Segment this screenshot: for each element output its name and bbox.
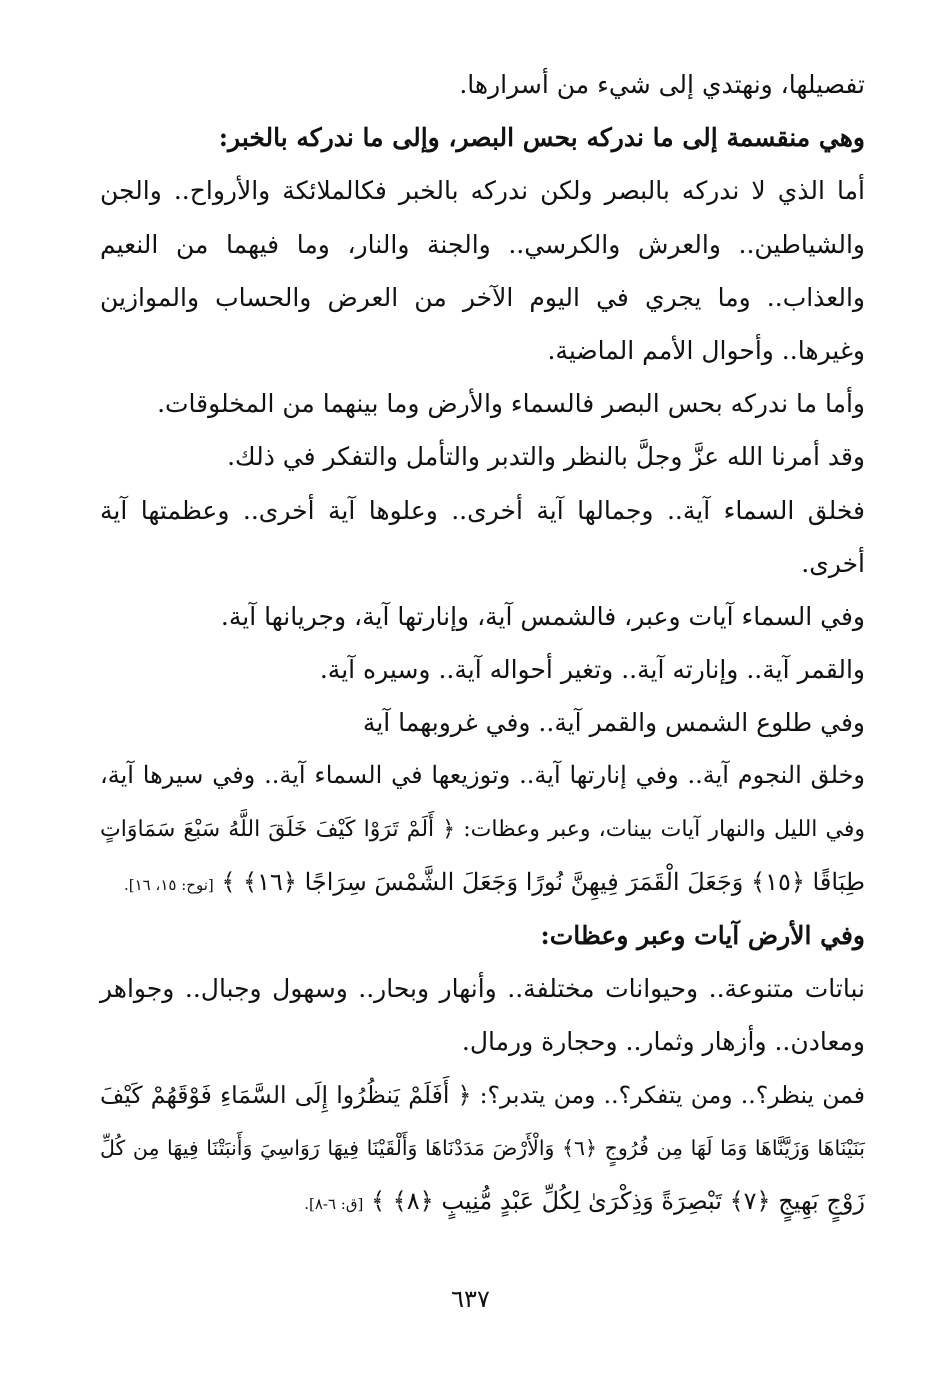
text-line: والقمر آية.. وإنارته آية.. وتغير أحواله آية.. وسيره آية. xyxy=(319,655,865,685)
text-line: والعذاب.. وما يجري في اليوم الآخر من العرض والحساب والموازين xyxy=(100,282,865,312)
quran-verse-text: زَوْجٍ بَهِيجٍ ﴿٧﴾ تَبْصِرَةً وَذِكْرَىٰ لِكُلِّ عَبْدٍ مُّنِيبٍ ﴿٨﴾ ﴾ xyxy=(370,1186,865,1215)
text-line: وخلق النجوم آية.. وفي إنارتها آية.. وتوزيعها في السماء آية.. وفي سيرها آية، xyxy=(100,761,865,790)
text-line: تفصيلها، ونهتدي إلى شيء من أسرارها. xyxy=(459,70,865,99)
text-line: أما الذي لا ندركه بالبصر ولكن ندركه بالخبر فكالملائكة والأرواح.. والجن xyxy=(100,176,865,206)
section-heading: وهي منقسمة إلى ما ندركه بحس البصر، وإلى ما ندركه بالخبر: xyxy=(218,123,865,153)
text-line: أخرى. xyxy=(801,548,865,578)
quran-verse-line: فمن ينظر؟.. ومن يتفكر؟.. ومن يتدبر؟: ﴿ أَفَلَمْ يَنظُرُوا إِلَى السَّمَاءِ فَوْقَهُمْ كَيْفَ xyxy=(100,1080,865,1109)
text-line: وأما ما ندركه بحس البصر فالسماء والأرض وما بينهما من المخلوقات. xyxy=(157,389,865,419)
text-line: والشياطين.. والعرش والكرسي.. والجنة والنار، وما فيهما من النعيم xyxy=(100,229,865,259)
quran-verse-line: وفي الليل والنهار آيات بينات، وعبر وعظات: ﴿ أَلَمْ تَرَوْا كَيْفَ خَلَقَ اللَّهُ سَبْعَ سَمَاوَاتٍ xyxy=(100,816,865,842)
quran-verse-line: بَنَيْنَاهَا وَزَيَّنَّاهَا وَمَا لَهَا مِن فُرُوجٍ ﴿٦﴾ وَالْأَرْضَ مَدَدْنَاهَا وَأَلْقَيْنَا فِيهَا رَوَاسِيَ وَأَنبَتْنَا فِيهَا مِن كُلِّ xyxy=(100,1135,865,1160)
quran-verse-line xyxy=(100,1175,865,1228)
text-line: فخلق السماء آية.. وجمالها آية أخرى.. وعلوها آية أخرى.. وعظمتها آية xyxy=(100,495,865,525)
quran-verse-line xyxy=(100,856,865,909)
verse-reference: [نوح: ١٥، ١٦]. xyxy=(123,875,214,894)
text-line: وقد أمرنا الله عزَّ وجلَّ بالنظر والتدبر والتأمل والتفكر في ذلك. xyxy=(227,442,865,472)
verse-reference: [ق: ٦-٨]. xyxy=(304,1194,364,1213)
text-line: وفي طلوع الشمس والقمر آية.. وفي غروبهما آية xyxy=(362,708,865,738)
text-line: ومعادن.. وأزهار وثمار.. وحجارة ورمال. xyxy=(461,1027,865,1057)
text-line: وغيرها.. وأحوال الأمم الماضية. xyxy=(547,335,865,365)
text-line: وفي السماء آيات وعبر، فالشمس آية، وإنارتها آية، وجريانها آية. xyxy=(220,601,865,631)
page-number: ٦٣٧ xyxy=(451,1285,490,1313)
quran-verse-text: طِبَاقًا ﴿١٥﴾ وَجَعَلَ الْقَمَرَ فِيهِنَّ نُورًا وَجَعَلَ الشَّمْسَ سِرَاجًا ﴿١٦﴾ ﴾ xyxy=(221,867,865,896)
section-heading: وفي الأرض آيات وعبر وعظات: xyxy=(540,921,865,950)
text-line: نباتات متنوعة.. وحيوانات مختلفة.. وأنهار وبحار.. وسهول وجبال.. وجواهر xyxy=(100,974,865,1004)
page-body xyxy=(100,58,865,1228)
